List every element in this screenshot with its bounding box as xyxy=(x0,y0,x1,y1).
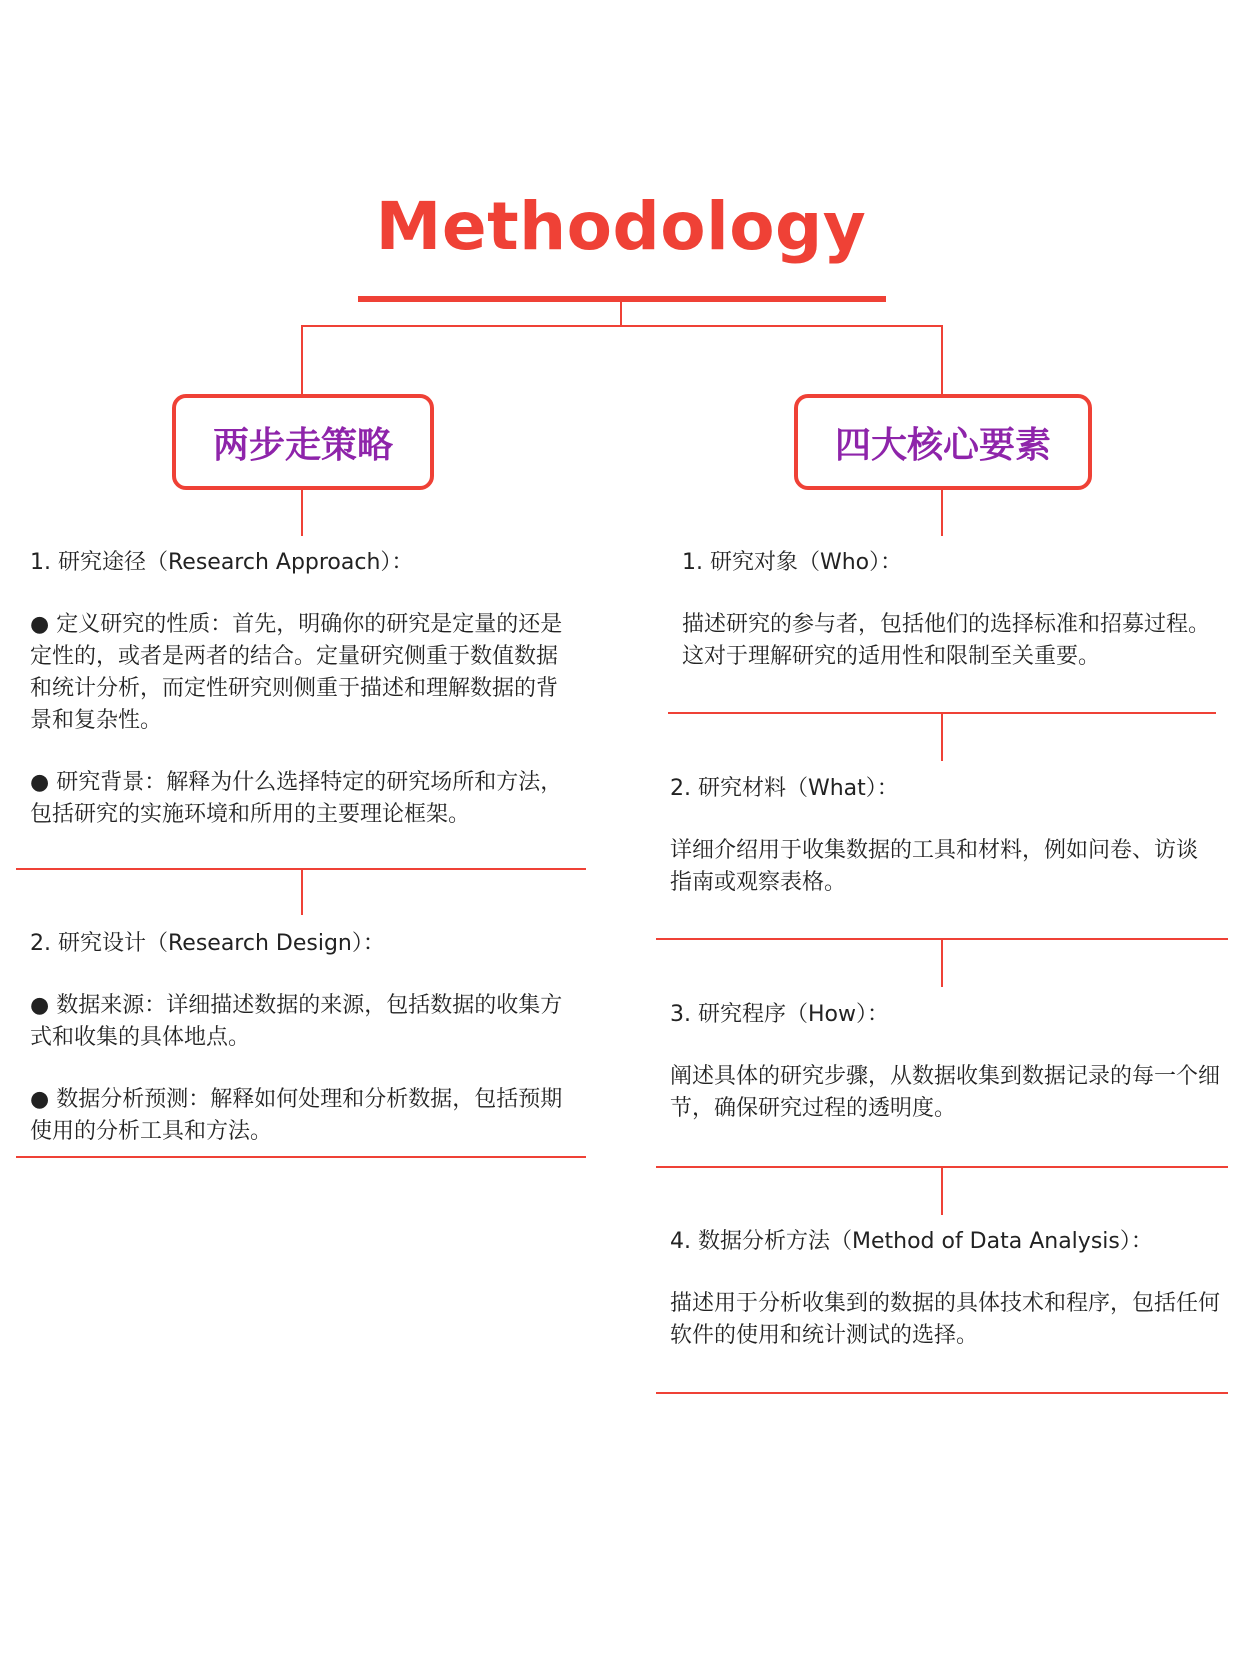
branch-label-left: 两步走策略 xyxy=(212,424,393,466)
branch-label-right: 四大核心要素 xyxy=(834,424,1051,466)
section-heading: 2. 研究设计（Research Design）： xyxy=(30,931,385,956)
connector-right-3 xyxy=(941,1167,943,1215)
section-who xyxy=(682,547,1212,673)
section-how xyxy=(670,999,1222,1125)
section-paragraph: 描述研究的参与者，包括他们的选择标准和招募过程。这对于理解研究的适用性和限制至关重要。 xyxy=(682,612,1211,669)
divider-right-4 xyxy=(656,1392,1228,1394)
connector-branch-bar xyxy=(301,325,943,327)
connector-right-2 xyxy=(941,939,943,987)
title-underline xyxy=(358,296,886,302)
branch-box-right xyxy=(794,394,1092,490)
section-paragraph: ● 定义研究的性质：首先，明确你的研究是定量的还是定性的，或者是两者的结合。定量研究侧重于数值数据和统计分析，而定性研究则侧重于描述和理解数据的背景和复杂性。 xyxy=(30,612,563,733)
section-paragraph: ● 数据来源：详细描述数据的来源，包括数据的收集方式和收集的具体地点。 xyxy=(30,993,563,1050)
page-title: Methodology xyxy=(375,188,867,265)
connector-right-1 xyxy=(941,713,943,761)
section-heading: 2. 研究材料（What）： xyxy=(670,776,899,801)
section-paragraph: ● 研究背景：解释为什么选择特定的研究场所和方法，包括研究的实施环境和所用的主要理论框架。 xyxy=(30,770,563,827)
divider-left-2 xyxy=(16,1156,586,1158)
connector-left-mid xyxy=(301,869,303,915)
section-heading: 3. 研究程序（How）： xyxy=(670,1002,889,1027)
section-heading: 1. 研究对象（Who）： xyxy=(682,550,903,575)
section-research-approach xyxy=(30,547,578,831)
branch-box-left xyxy=(172,394,434,490)
connector-left-box-stem xyxy=(301,490,303,536)
connector-left-branch xyxy=(301,325,303,395)
section-data-analysis xyxy=(670,1226,1222,1352)
section-paragraph: ● 数据分析预测：解释如何处理和分析数据，包括预期使用的分析工具和方法。 xyxy=(30,1087,563,1144)
connector-right-branch xyxy=(941,325,943,395)
section-paragraph: 阐述具体的研究步骤，从数据收集到数据记录的每一个细节，确保研究过程的透明度。 xyxy=(670,1064,1221,1121)
section-what xyxy=(670,773,1218,899)
connector-title-stem xyxy=(620,300,622,326)
connector-right-box-stem xyxy=(941,490,943,536)
section-paragraph: 详细介绍用于收集数据的工具和材料，例如问卷、访谈指南或观察表格。 xyxy=(670,838,1199,895)
section-heading: 4. 数据分析方法（Method of Data Analysis）： xyxy=(670,1229,1153,1254)
section-research-design xyxy=(30,928,578,1148)
section-heading: 1. 研究途径（Research Approach）： xyxy=(30,550,414,575)
section-paragraph: 描述用于分析收集到的数据的具体技术和程序，包括任何软件的使用和统计测试的选择。 xyxy=(670,1291,1221,1348)
